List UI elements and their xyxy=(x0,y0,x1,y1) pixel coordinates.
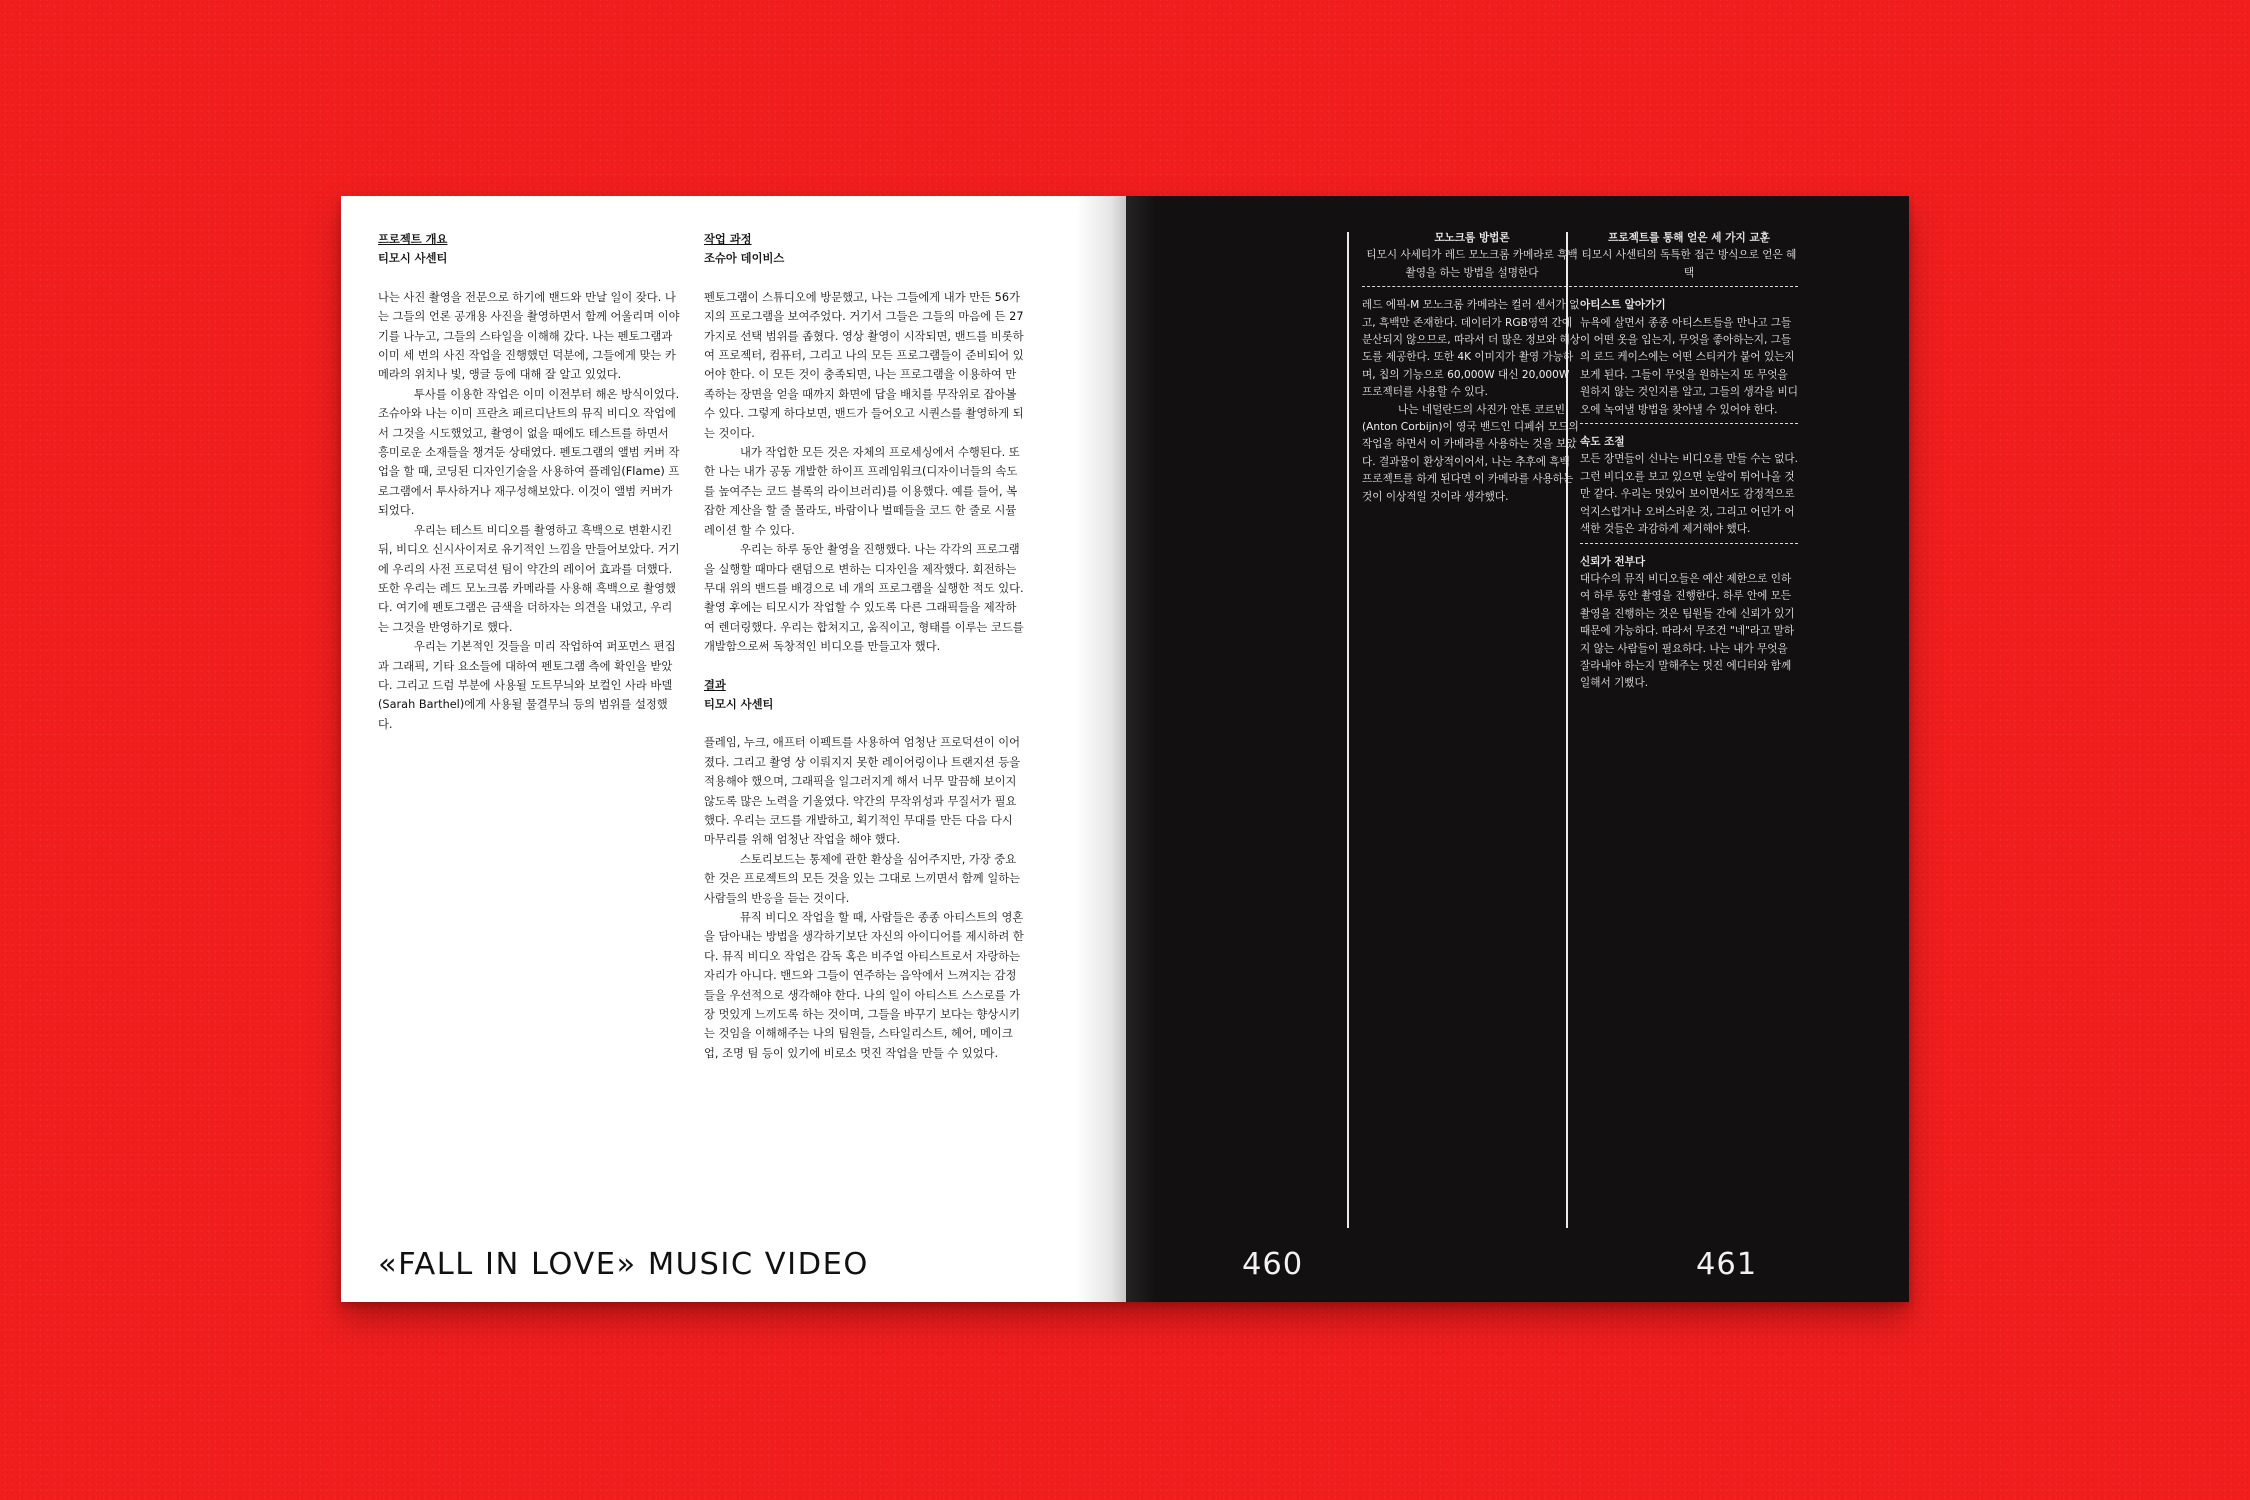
paragraph: 스토리보드는 통제에 관한 환상을 심어주지만, 가장 중요한 것은 프로젝트의 모든 것을 있는 그대로 느끼면서 함께 일하는 사람들의 반응을 듣는 것이다. xyxy=(704,852,1021,905)
column-rule xyxy=(1347,232,1349,1228)
paragraph: 플레임, 누크, 애프터 이펙트를 사용하여 엄청난 프로덕션이 이어졌다. 그리고 촬영 상 이뤄지지 못한 레이어링이나 트랜지션 등을 적용해야 했으며, 그래픽을 일그러지게 해서 너무 말끔해 보이지 않도록 많은 노력을 기울였다. 약간의 무작위성과 무질서가 필요했다. 우리는 코드를 개발하고, 획기적인 무대를 만든 다음 다시 마무리를 위해 엄청난 작업을 해야 했다. xyxy=(704,736,1021,847)
footer-title: «FALL IN LOVE» MUSIC VIDEO xyxy=(378,1247,869,1282)
dashed-divider xyxy=(1580,543,1798,544)
section-heading: 프로젝트 개요 xyxy=(378,233,448,246)
section-heading: 결과 xyxy=(704,678,726,692)
paragraph: 내가 작업한 모든 것은 자체의 프로세싱에서 수행된다. 또한 나는 내가 공동 개발한 하이프 프레임워크(디자이너들의 속도를 높여주는 코드 블록의 라이브러리)를 이용했다. 예를 들어, 복잡한 계산을 할 줄 몰라도, 바람이나 벌떼들을 코드 한 줄로 시뮬레이션 할 수 있다. xyxy=(704,446,1020,537)
paragraph: 우리는 기본적인 것들을 미리 작업하여 퍼포먼스 편집과 그래픽, 기타 요소들에 대하여 펜토그램 측에 확인을 받았다. 그리고 드럼 부분에 사용될 도트무늬와 보컬인 사라 바델(Sarah Barthel)에게 사용될 물결무늬 등의 범위를 설정했다. xyxy=(378,640,676,731)
lesson-title: 속도 조절 xyxy=(1580,436,1625,449)
author-name: 티모시 사센티 xyxy=(378,252,448,266)
sidebar-subheading: 티모시 사센티의 독특한 접근 방식으로 얻은 혜택 xyxy=(1581,249,1797,279)
left-column-process xyxy=(704,230,1024,1063)
paragraph: 뮤직 비디오 작업을 할 때, 사람들은 종종 아티스트의 영혼을 담아내는 방법을 생각하기보단 자신의 아이디어를 제시하려 한다. 뮤직 비디오 작업은 감독 혹은 비주얼 아티스트로서 자랑하는 자리가 아니다. 밴드와 그들이 연주하는 음악에서 느껴지는 감정들을 우선적으로 생각해야 한다. 나의 일이 아티스트 스스로를 가장 멋있게 느끼도록 하는 것이며, 그들을 바꾸기 보다는 향상시키는 것임을 이해해주는 나의 팀원들, 스타일리스트, 헤어, 메이크업, 조명 팀 등이 있기에 비로소 멋진 작업을 만들 수 있었다. xyxy=(704,911,1024,1060)
sidebar-subheading: 티모시 사세티가 레드 모노크롬 카메라로 흑백 촬영을 하는 방법을 설명한다 xyxy=(1366,249,1578,279)
page-number-left: 460 xyxy=(1242,1247,1304,1282)
paragraph: 펜토그램이 스튜디오에 방문했고, 나는 그들에게 내가 만든 56가지의 프로그램을 보여주었다. 거기서 그들은 그들의 마음에 든 27가지로 선택 범위를 좁혔다. 영상 촬영이 시작되면, 밴드를 비롯하여 프로젝터, 컴퓨터, 그리고 나의 모든 프로그램들이 준비되어 있어야 한다. 이 모든 것이 충족되면, 나는 프로그램을 이용하여 만족하는 장면을 얻을 때까지 화면에 답을 배치를 무작위로 잡아볼 수 있다. 그렇게 하다보면, 밴드가 들어오고 시퀀스를 촬영하게 되는 것이다. xyxy=(704,290,1024,440)
sidebar-heading: 모노크롬 방법론 xyxy=(1434,232,1510,244)
dashed-divider xyxy=(1580,423,1798,424)
paragraph: 나는 사진 촬영을 전문으로 하기에 밴드와 만날 일이 잦다. 나는 그들의 언론 공개용 사진을 촬영하면서 함께 어울리며 이야기를 나누고, 그들의 스타일을 이해해 갔다. 나는 펜토그램과 이미 세 번의 사진 작업을 진행했던 덕분에, 그들에게 맞는 카메라의 위치나 빛, 앵글 등에 대해 잘 알고 있었다. xyxy=(378,290,680,382)
paragraph: 투사를 이용한 작업은 이미 이전부터 해온 방식이었다. 조슈아와 나는 이미 프란츠 페르디난트의 뮤직 비디오 작업에서 그것을 시도했었고, 촬영이 없을 때에도 테스트를 하면서 흥미로운 소재들을 챙겨둔 상태였다. 펜토그램의 앨범 커버 작업을 할 때, 코딩된 디자인기술을 사용하여 플레임(Flame) 프로그램에서 투사하거나 재구성해보았다. 이것이 앨범 커버가 되었다. xyxy=(378,387,680,518)
lesson-text: 대다수의 뮤직 비디오들은 예산 제한으로 인하여 하루 동안 촬영을 진행한다. 하루 안에 모든 촬영을 진행하는 것은 팀원들 간에 신뢰가 있기 때문에 가능하다. 따라서 무조건 "네"라고 말하지 않는 사람들이 필요하다. 나는 내가 무엇을 잘라내야 하는지 말해주는 멋진 에디터와 함께 일해서 기뻤다. xyxy=(1580,572,1795,690)
dashed-divider xyxy=(1580,286,1798,287)
left-column-overview xyxy=(378,230,680,734)
author-name: 티모시 사센티 xyxy=(704,697,774,711)
sidebar-heading: 프로젝트를 통해 얻은 세 가지 교훈 xyxy=(1608,232,1770,244)
sidebar-monochrome xyxy=(1362,230,1582,506)
lesson-text: 모든 장면들이 신나는 비디오를 만들 수는 없다. 그런 비디오를 보고 있으면 눈알이 튀어나올 것만 같다. 우리는 멋있어 보이면서도 감정적으로 억지스럽거나 오버스러운 것, 그리고 어딘가 어색한 것들은 과감하게 제거해야 했다. xyxy=(1580,453,1799,536)
paragraph: 우리는 하루 동안 촬영을 진행했다. 나는 각각의 프로그램을 실행할 때마다 랜덤으로 변하는 디자인을 제작했다. 회전하는 무대 위의 밴드를 배경으로 네 개의 프로그램을 실행한 적도 있다. 촬영 후에는 티모시가 작업할 수 있도록 다른 그래픽들을 제작하여 렌더링했다. 우리는 합쳐지고, 움직이고, 형태를 이루는 코드를 개발함으로써 독창적인 비디오를 만들고자 했다. xyxy=(704,543,1024,654)
right-page xyxy=(1126,196,1909,1302)
lesson-text: 뉴욕에 살면서 종종 아티스트들을 만나고 그들이 어떤 옷을 입는지, 무엇을 좋아하는지, 그들의 로드 케이스에는 어떤 스티커가 붙어 있는지 보게 된다. 그들이 무엇을 원하는지 또 무엇을 원하지 않는 것인지를 알고, 그들의 생각을 비디오에 녹여낼 방법을 찾아낼 수 있어야 한다. xyxy=(1580,316,1799,416)
lesson-title: 아티스트 알아가기 xyxy=(1580,299,1666,312)
sidebar-lessons xyxy=(1580,230,1798,693)
section-heading: 작업 과정 xyxy=(704,233,752,246)
page-number-right: 461 xyxy=(1696,1247,1758,1282)
author-name: 조슈아 데이비스 xyxy=(704,252,785,266)
lesson-title: 신뢰가 전부다 xyxy=(1580,555,1646,568)
dashed-divider xyxy=(1362,286,1582,287)
left-page xyxy=(341,196,1126,1302)
paragraph: 우리는 테스트 비디오를 촬영하고 흑백으로 변환시킨 뒤, 비디오 신시사이저로 유기적인 느낌을 만들어보았다. 거기에 우리의 사전 프로덕션 팀이 약간의 레이어 효과를 더했다. 또한 우리는 레드 모노크롬 카메라를 사용해 흑백으로 촬영했다. 여기에 펜토그램은 금색을 더하자는 의견을 내었고, 우리는 그것을 반영하기로 했다. xyxy=(378,523,680,634)
paragraph: 나는 네덜란드의 사진가 안톤 코르빈(Anton Corbijn)이 영국 밴드인 디페쉬 모드의 작업을 하면서 이 카메라를 사용하는 것을 보았다. 결과물이 환상적이어서, 나는 추후에 흑백 프로젝트를 하게 된다면 이 카메라를 사용하는 것이 이상적일 것이라 생각했다. xyxy=(1362,403,1579,503)
magazine-spread xyxy=(341,196,1909,1302)
paragraph: 레드 에픽-M 모노크롬 카메라는 컬러 센서가 없고, 흑백만 존재한다. 데이터가 RGB영역 간에 분산되지 않으므로, 따라서 더 많은 정보와 해상도를 제공한다. 또한 4K 이미지가 촬영 가능하며, 칩의 기능으로 60,000W 대신 20,000W 프로젝터를 사용할 수 있다. xyxy=(1362,299,1581,399)
